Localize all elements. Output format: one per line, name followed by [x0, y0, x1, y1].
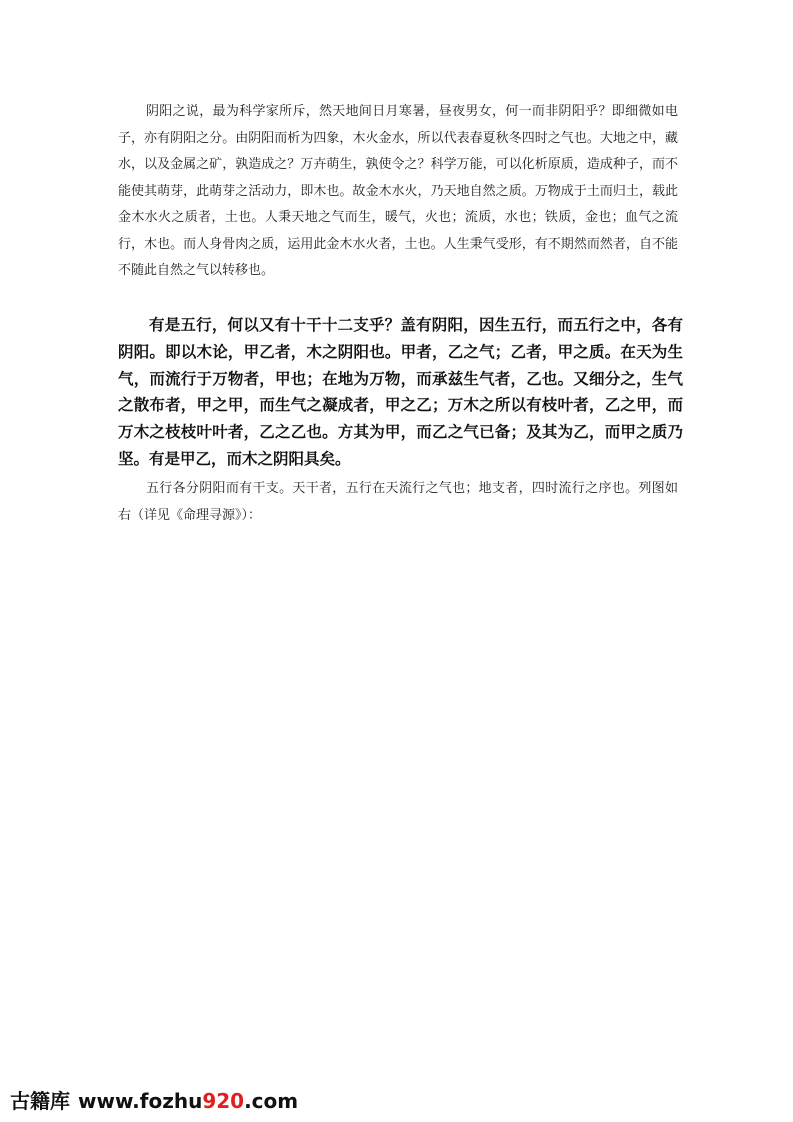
footer-watermark — [10, 1087, 298, 1115]
footer-url-suffix: .com — [244, 1089, 299, 1113]
footer-url-number: 920 — [202, 1089, 245, 1113]
footer-url-prefix: www.fozhu — [78, 1089, 203, 1113]
paragraph-yinyang: 阴阳之说，最为科学家所斥，然天地间日月寒暑，昼夜男女，何一而非阴阳乎？即细微如电子，亦有阴阳之分。由阴阳而析为四象，木火金水，所以代表春夏秋冬四时之气也。大地之中，藏水，以及金属之矿，孰造成之？万卉萌生，孰使令之？科学万能，可以化析原质，造成种子，而不能使其萌芽，此萌芽之活动力，即木也。故金木水火，乃天地自然之质。万物成于土而归土，载此金木水火之质者，土也。人秉天地之气而生，暖气，火也；流质，水也；铁质，金也；血气之流行，木也。而人身骨肉之质，运用此金木水火者，土也。人生秉气受形，有不期然而然者，自不能不随此自然之气以转移也。 — [118, 104, 678, 278]
footer-site-name: 古籍库 — [10, 1089, 70, 1113]
paragraph-wuxing-ganzhi: 有是五行，何以又有十干十二支乎？盖有阴阳，因生五行，而五行之中，各有阴阳。即以木论，甲乙者，木之阴阳也。甲者，乙之气；乙者，甲之质。在天为生气，而流行于万物者，甲也；在地为万物，而承兹生气者，乙也。又细分之，生气之散布者，甲之甲，而生气之凝成者，甲之乙；万木之所以有枝叶者，乙之甲，而万木之枝枝叶叶者，乙之乙也。方其为甲，而乙之气已备；及其为乙，而甲之质乃坚。有是甲乙，而木之阴阳具矣。 — [118, 316, 683, 468]
paragraph-ganzhi-intro: 五行各分阴阳而有干支。天干者，五行在天流行之气也；地支者，四时流行之序也。列图如右（详见《命理寻源》）： — [118, 481, 678, 523]
